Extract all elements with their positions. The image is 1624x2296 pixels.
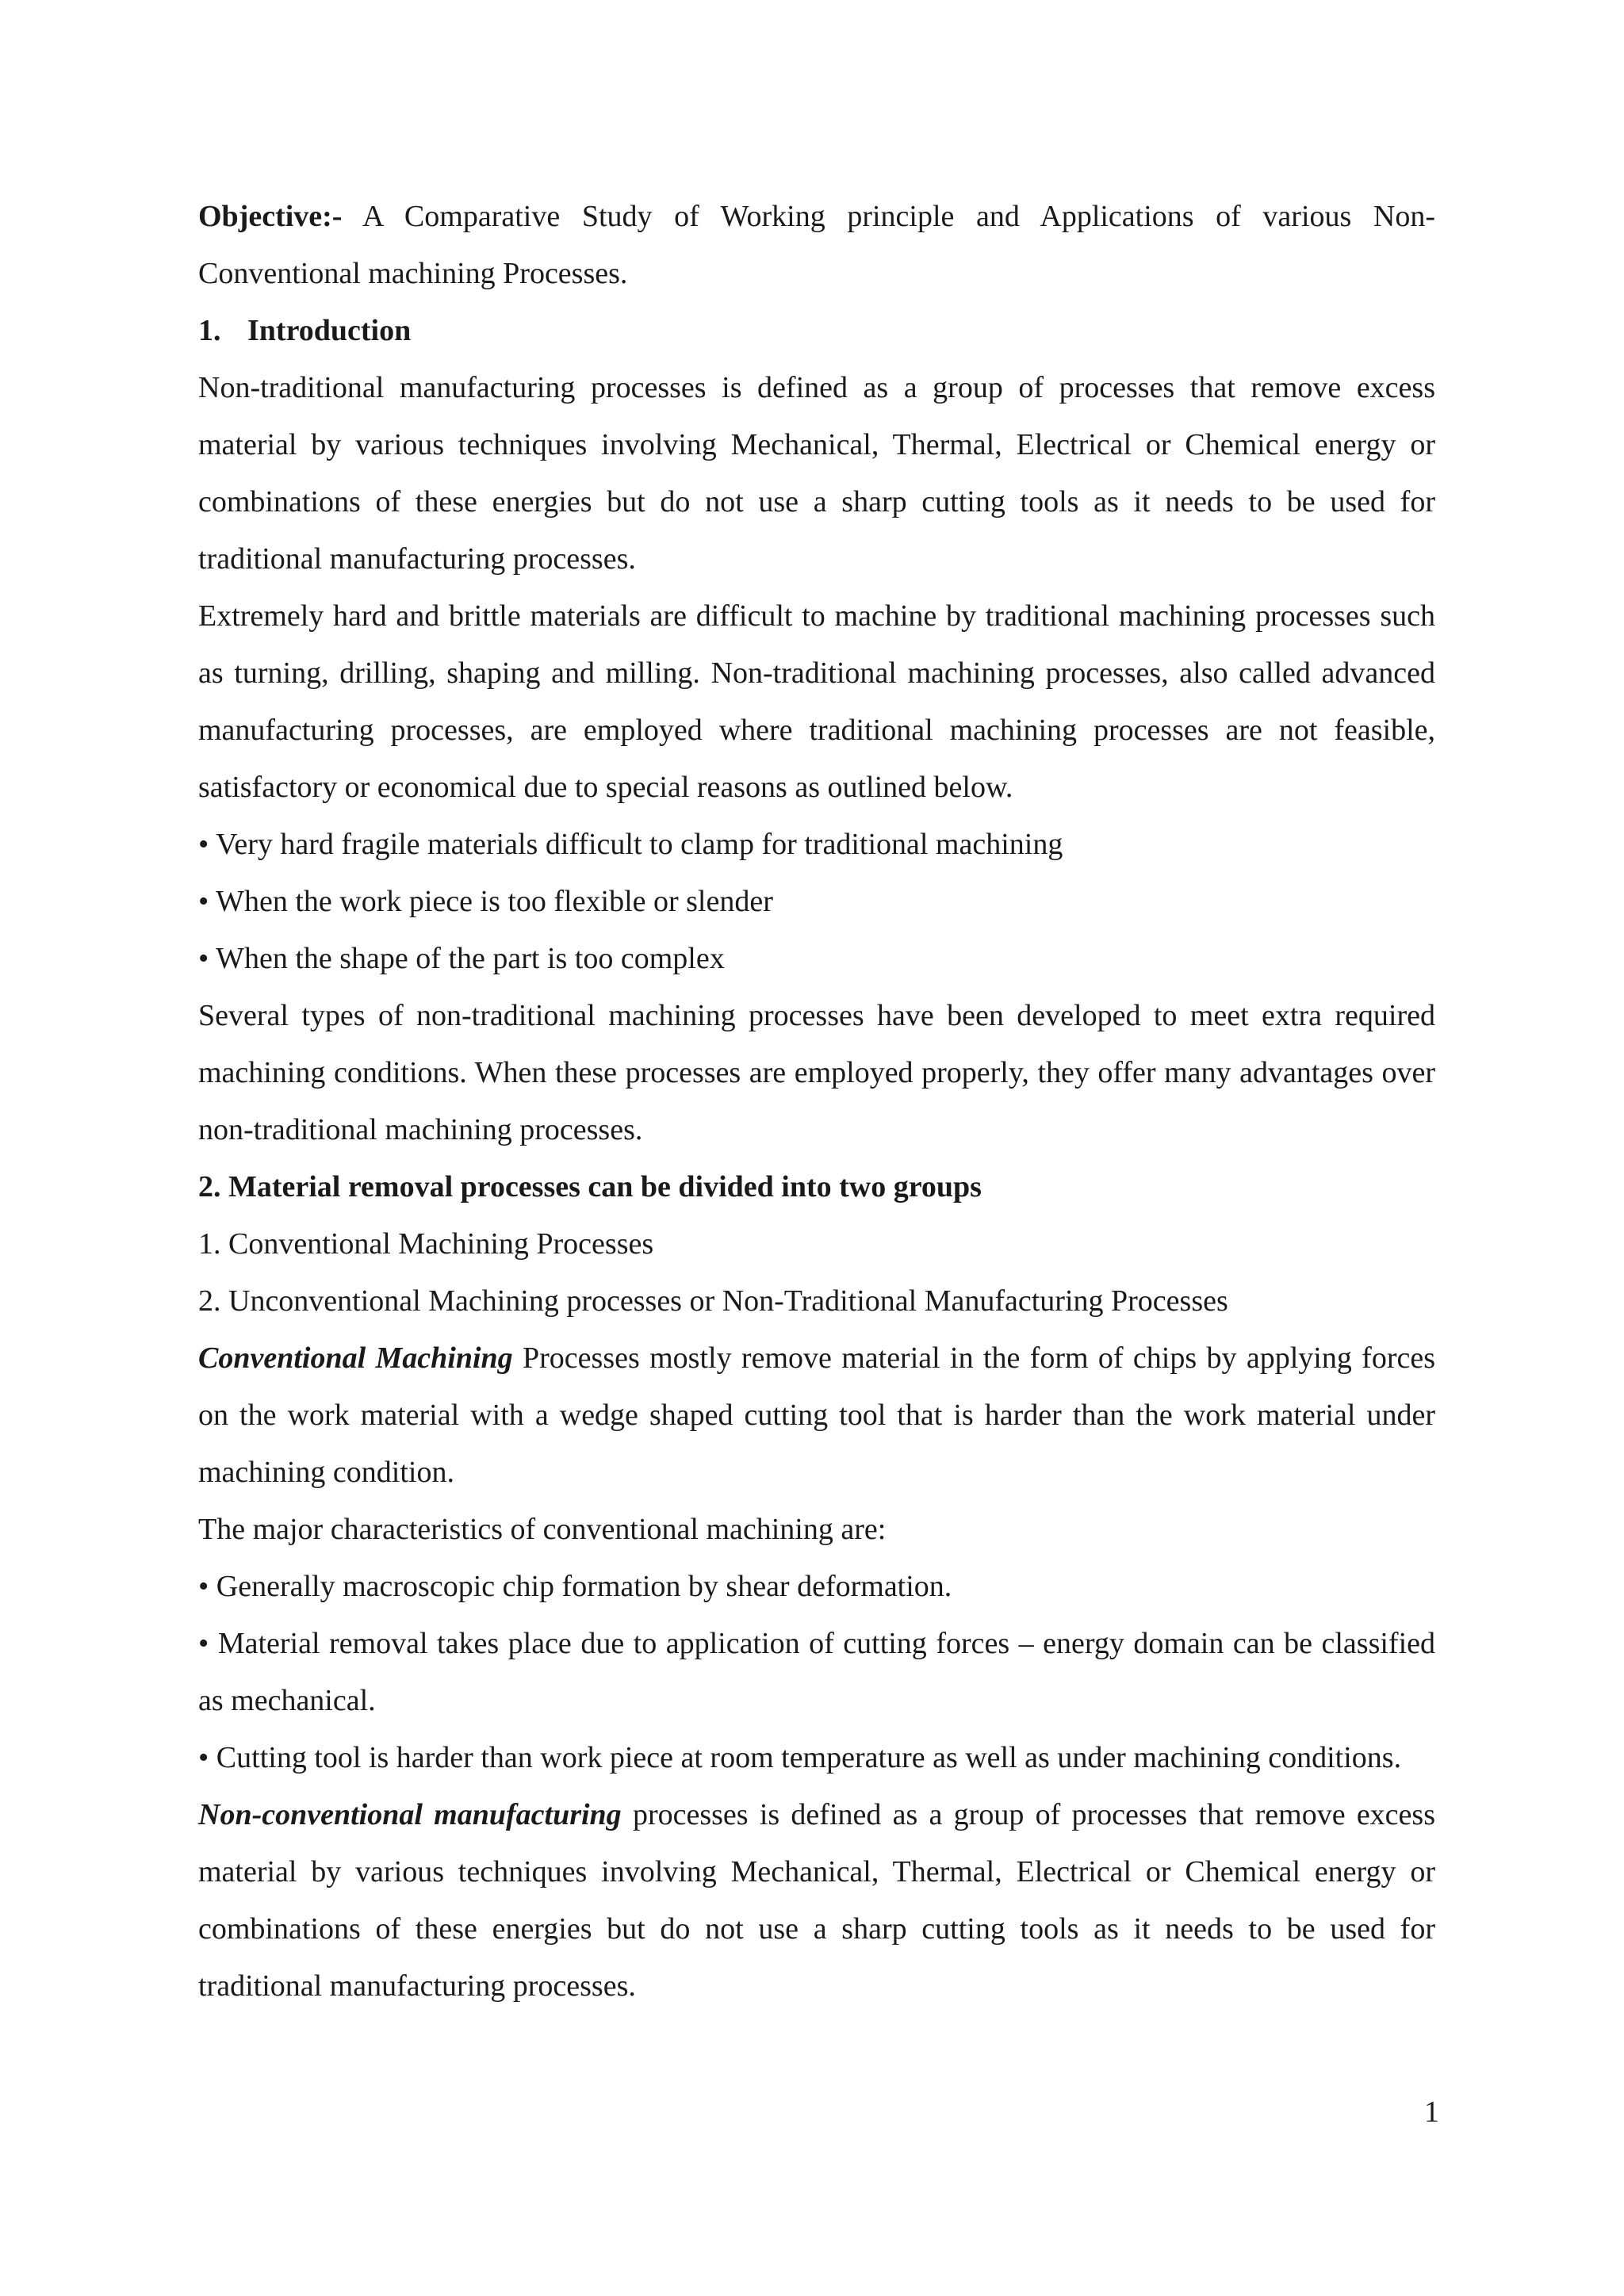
characteristic-item: • Generally macroscopic chip formation by shear deformation. (198, 1570, 952, 1603)
conventional-text: Processes mostly remove material in the form of chips by applying forces on the work material with a wedge shaped cutting tool that is harder than the work material under machining condition. (198, 1341, 1435, 1489)
section-1-heading (198, 302, 1435, 359)
nonconventional-paragraph (198, 1786, 1435, 2015)
intro-paragraph-3: Several types of non-traditional machining processes have been developed to meet extra required machining conditions. When these processes are employed properly, they offer many advantages over non-traditional machining processes. (198, 999, 1435, 1146)
characteristics-intro: The major characteristics of conventional machining are: (198, 1513, 887, 1546)
conventional-paragraph (198, 1330, 1435, 1501)
bullet-item: • When the work piece is too flexible or slender (198, 885, 773, 918)
objective-paragraph (198, 188, 1435, 302)
intro-paragraph-1: Non-traditional manufacturing processes is defined as a group of processes that remove excess material by various techniques involving Mechanical, Thermal, Electrical or Chemical energy or combinations of these energies but do not use a sharp cutting tools as it needs to be used for traditional manufacturing processes. (198, 371, 1435, 576)
page-number: 1 (1424, 2095, 1439, 2129)
bullet-item: • When the shape of the part is too complex (198, 942, 725, 975)
nonconventional-text: processes is defined as a group of processes that remove excess material by various techniques involving Mechanical, Thermal, Electrical or Chemical energy or combinations of these energies but do not use a sharp cutting tools as it needs to be used for traditional manufacturing processes. (198, 1798, 1435, 2003)
document-body (198, 188, 1435, 2015)
objective-text: A Comparative Study of Working principle and Applications of various Non-Conventional machining Processes. (198, 200, 1436, 290)
nonconventional-lead: Non-conventional manufacturing (198, 1798, 622, 1831)
characteristic-item: • Material removal takes place due to application of cutting forces – energy domain can be classified as mechanical. (198, 1627, 1435, 1717)
section-1-number: 1. (198, 314, 221, 347)
intro-paragraph-2: Extremely hard and brittle materials are difficult to machine by traditional machining processes such as turning, drilling, shaping and milling. Non-traditional machining processes, also called advanced manufacturing processes, are employed where traditional machining processes are not feasible, satisfactory or economical due to special reasons as outlined below. (198, 599, 1435, 804)
conventional-lead: Conventional Machining (198, 1341, 513, 1375)
characteristic-item: • Cutting tool is harder than work piece at room temperature as well as under machining conditions. (198, 1741, 1402, 1774)
bullet-item: • Very hard fragile materials difficult to clamp for traditional machining (198, 828, 1063, 861)
group-list-item: 1. Conventional Machining Processes (198, 1227, 654, 1261)
section-1-title: Introduction (247, 314, 412, 347)
group-list-item: 2. Unconventional Machining processes or Non-Traditional Manufacturing Processes (198, 1284, 1228, 1318)
objective-label: Objective:- (198, 200, 343, 233)
section-2-heading: 2. Material removal processes can be divided into two groups (198, 1170, 982, 1203)
